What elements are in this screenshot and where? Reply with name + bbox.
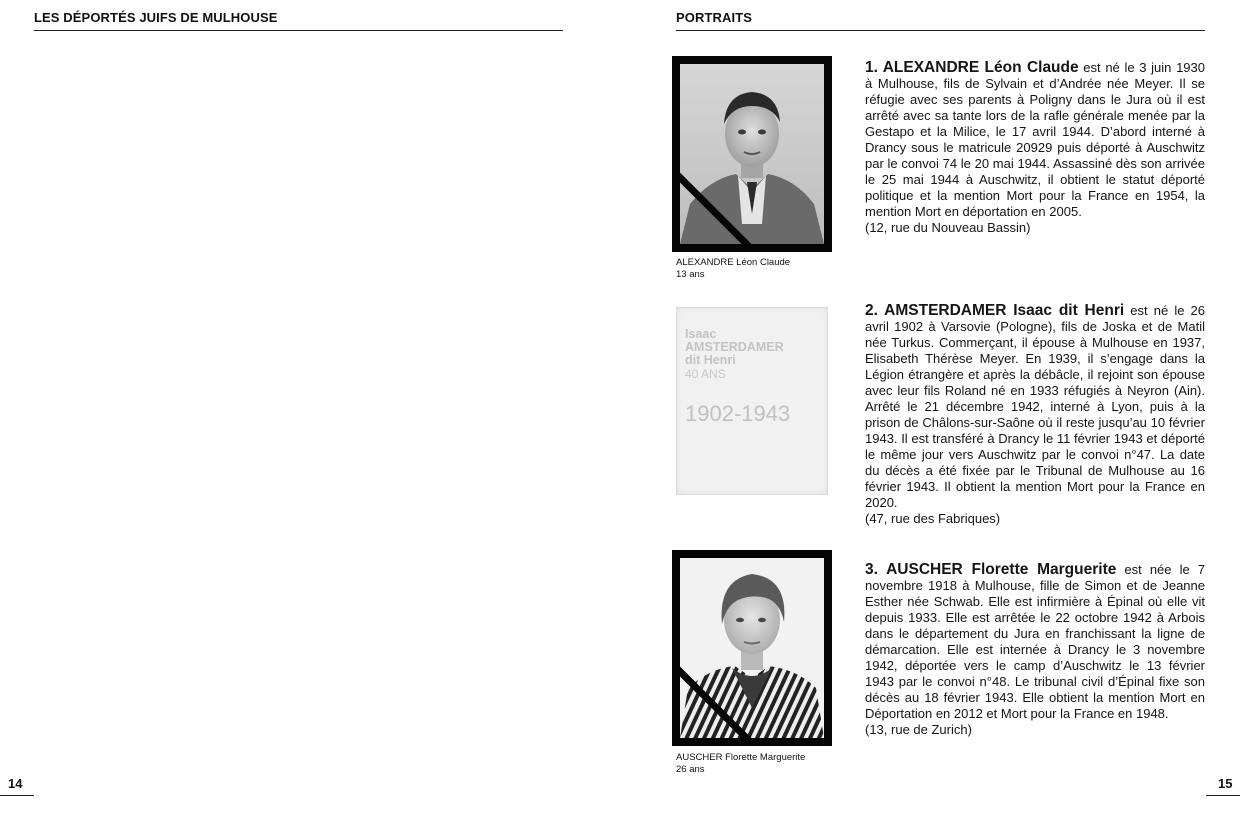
placeholder-first-name: Isaac — [685, 327, 717, 341]
bio-name: 2. AMSTERDAMER Isaac dit Henri — [865, 302, 1125, 319]
portrait-woman-image — [680, 558, 824, 738]
header-rule-left — [34, 30, 563, 31]
bio-auscher — [865, 562, 1205, 738]
bio-amsterdamer — [865, 303, 1205, 527]
placeholder-last-name: AMSTERDAMER — [685, 340, 784, 354]
caption-age: 13 ans — [676, 269, 705, 280]
running-head-left: LES DÉPORTÉS JUIFS DE MULHOUSE — [34, 10, 278, 25]
portrait-photo-auscher — [680, 558, 824, 738]
placeholder-alias: dit Henri — [685, 353, 736, 367]
portrait-boy-image — [680, 64, 824, 244]
portrait-placeholder-amsterdamer — [676, 307, 828, 495]
bio-text: est née le 7 novembre 1918 à Mulhouse, fille de Simon et de Jeanne Esther née Schwab. Elle est infirmière à Épinal où elle vit depuis 1933. Elle est arrêtée le 22 octobre 1942 à Arbois dans le département du Jura en franchissant la ligne de démarcation. Elle est internée à Drancy le 3 novembre 1942, déportée vers le camp d’Auschwitz le 13 février 1943 par le convoi n°48. Le tribunal civil d’Épinal fixe son décès au 18 février 1943. Elle obtient la mention Mort en Déportation en 2012 et Mort pour la France en 1948. — [865, 562, 1205, 721]
portrait-alexandre — [672, 56, 832, 252]
bio-text: est né le 3 juin 1930 à Mulhouse, fils de Sylvain et d’Andrée née Meyer. Il se réfugie avec ses parents à Poligny dans le Jura où il est arrêté avec sa tante lors de la rafle générale menée par la Gestapo et la Milice, le 17 avril 1944. D’abord interné à Drancy sous le matricule 20929 puis déporté à Auschwitz par le convoi 74 le 20 mai 1944. Assassiné dès son arrivée le 25 mai 1944 à Auschwitz, il obtient le statut déporté politique et la mention Mort pour la France en 1954, la mention Mort en déportation en 2005. — [865, 60, 1205, 219]
bio-address: (12, rue du Nouveau Bassin) — [865, 220, 1031, 235]
placeholder-years: 1902-1943 — [685, 401, 791, 426]
bio-address: (47, rue des Fabriques) — [865, 511, 1001, 526]
header-rule-right — [676, 30, 1205, 31]
caption-alexandre — [676, 257, 790, 281]
page-number-rule-right — [1206, 795, 1240, 796]
page-number-right: 15 — [1218, 776, 1233, 791]
bio-name: 1. ALEXANDRE Léon Claude — [865, 59, 1079, 76]
bio-text: est né le 26 avril 1902 à Varsovie (Pologne), fils de Joska et de Matil née Turkus. Commerçant, il épouse à Mulhouse en 1937, Elisabeth Thérèse Meyer. En 1939, il s’engage dans la Légion étrangère et après la débâcle, il rejoint son épouse avec leur fils Roland né en 1933 réfugiés à Neyron (Ain). Arrêté le 21 décembre 1942, interné à Lyon, puis à la prison de Châlons-sur-Saône où il reste jusqu’au 10 février 1943. Il est transféré à Drancy le 11 février 1943 et déporté le même jour vers Auschwitz par le convoi n°47. La date du décès a été fixée par le Tribunal de Mulhouse au 16 février 1943. Il obtient la mention Mort pour la France en 2020. — [865, 303, 1205, 510]
page-number-left: 14 — [8, 776, 23, 791]
bio-alexandre — [865, 60, 1205, 236]
placeholder-name — [685, 328, 784, 367]
placeholder-age: 40 ANS — [685, 367, 726, 381]
running-head-right: PORTRAITS — [676, 10, 753, 25]
page-number-rule-left — [0, 795, 34, 796]
caption-age: 26 ans — [676, 764, 705, 775]
caption-name: AUSCHER Florette Marguerite — [676, 752, 806, 763]
caption-auscher — [676, 752, 805, 776]
caption-name: ALEXANDRE Léon Claude — [676, 257, 791, 268]
portrait-photo-alexandre — [680, 64, 824, 244]
right-page — [620, 0, 1240, 818]
bio-name: 3. AUSCHER Florette Marguerite — [865, 561, 1117, 578]
portrait-auscher — [672, 550, 832, 746]
bio-address: (13, rue de Zurich) — [865, 722, 972, 737]
